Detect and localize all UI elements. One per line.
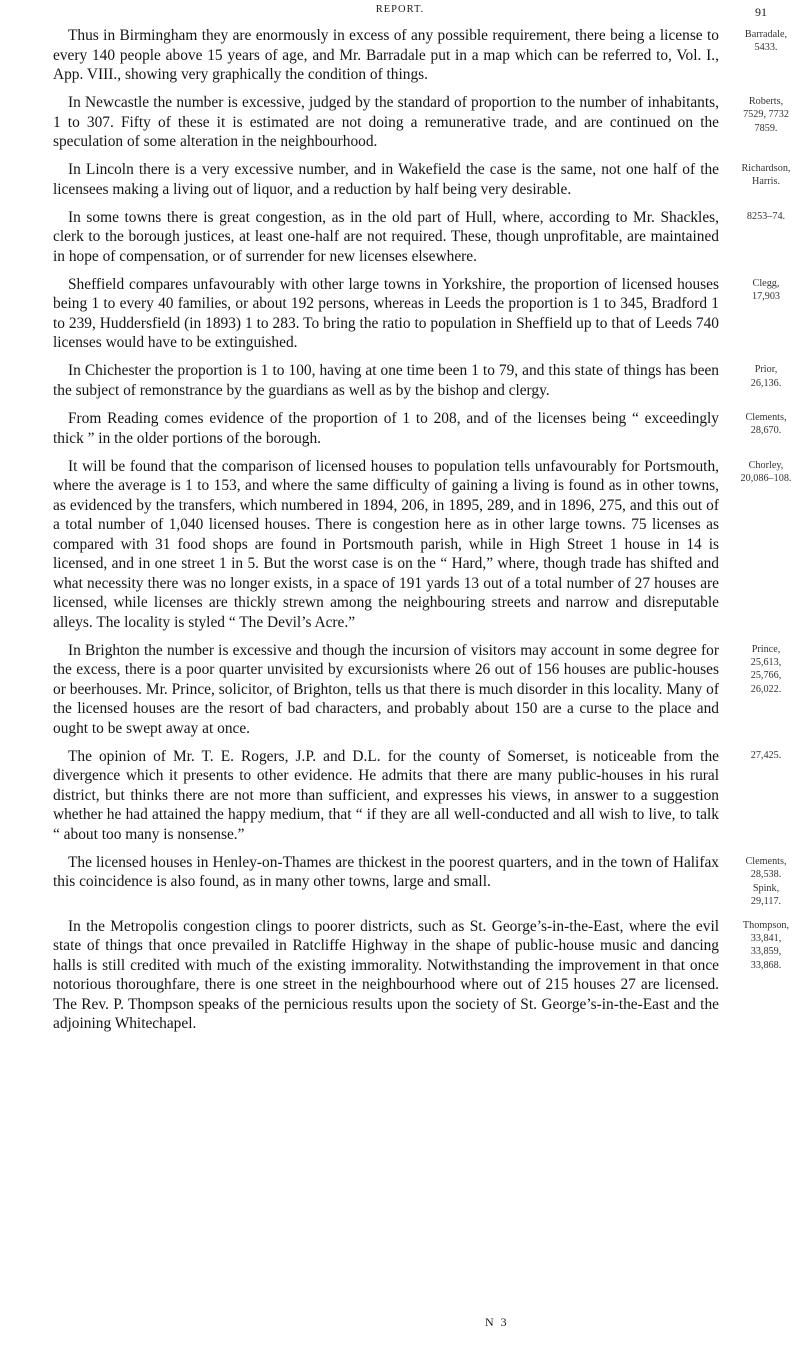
paragraph-text: From Reading comes evidence of the proportion of 1 to 208, and of the licenses being “ exceedingly thick ” in the older portions of the borough.	[53, 410, 719, 447]
margin-note: Richardson, Harris.	[741, 163, 791, 188]
margin-note: Chorley, 20,086–108.	[740, 459, 792, 484]
paragraph-hull	[53, 208, 800, 267]
paragraph-brighton	[53, 641, 800, 739]
margin-note: Roberts, 7529, 7732 7859.	[743, 96, 789, 134]
paragraph-text: In some towns there is great congestion, as in the old part of Hull, where, according to Mr. Shackles, clerk to the borough justices, at least one-half are not required. These, though unprofitable, are maintained in hope of compensation, or of surrender for new licenses elsewhere.	[53, 208, 719, 265]
paragraph-newcastle	[53, 93, 800, 152]
page-number: 91	[755, 5, 767, 19]
paragraph-text: The licensed houses in Henley-on-Thames are thickest in the poorest quarters, and in the town of Halifax this coincidence is also found, as in many other towns, large and small.	[53, 853, 719, 891]
paragraph-reading	[53, 409, 800, 448]
paragraph-text: It will be found that the comparison of licensed houses to population tells unfavourably for Portsmouth, where the average is 1 to 153, and where the same difficulty of gaining a living is found as in other towns, as evidenced by the transfers, which numbered in 1894, 206, in 1895, 289, and in 1896, 275, and this out of a total number of 1,040 licensed houses. There is congestion here as in other large towns. 75 licenses as compared with 31 food shops are found in Portsmouth parish, while in High Street 1 house in 14 is licensed, and in one street 1 in 5. But the worst case is on the “ Hard,” where, though trade has shifted and what necessity there was no longer exists, in a space of 191 yards 13 out of a total number of 27 houses are licensed, while licenses are thickly strewn among the neighbouring streets and narrow and disreputable alleys. The locality is styled “ The Devil’s Acre.”	[53, 457, 719, 631]
paragraph-sheffield	[53, 275, 800, 353]
paragraph-portsmouth	[53, 457, 800, 633]
margin-note: Clements, 28,670.	[745, 412, 787, 437]
margin-note: 27,425.	[750, 749, 782, 761]
paragraph-somerset	[53, 747, 800, 845]
margin-note: Barradale, 5433.	[744, 29, 788, 54]
paragraph-lincoln	[53, 160, 800, 199]
margin-note: Thompson, 33,841, 33,859, 33,868.	[742, 919, 790, 971]
paragraph-text: In the Metropolis congestion clings to poorer districts, such as St. George’s-in-the-East, where the evil state of things that once prevailed in Ratcliffe Highway in the shape of public-house music and dancing halls is still credited with much of the existing immorality. Notwithstanding the improvement in that once notorious thoroughfare, there is one street in the neighbourhood where out of 215 houses 27 are licensed. The Rev. P. Thompson speaks of the pernicious results upon the society of St. George’s-in-the-East and the adjoining Whitechapel.	[53, 917, 719, 1033]
paragraph-text: In Lincoln there is a very excessive number, and in Wakefield the case is the same, not one half of the licensees making a living out of liquor, and a reduction by half being very desirable.	[53, 161, 719, 198]
paragraph-text: In Newcastle the number is excessive, judged by the standard of proportion to the number of inhabitants, 1 to 307. Fifty of these it is estimated are not doing a remunerative trade, and are continued on the speculation of some alteration in the neighbourhood.	[53, 94, 719, 151]
signature-mark: N 3	[485, 1315, 509, 1329]
paragraph-text: In Brighton the number is excessive and though the incursion of visitors may account in some degree for the excess, there is a poor quarter unvisited by excursionists where 26 out of 156 houses are public-houses or beerhouses. Mr. Prince, solicitor, of Brighton, tells us that there is much disorder in this locality. Many of the licensed houses are the resort of bad characters, and probably about 150 are a curse to the place and ought to be swept away at once.	[53, 641, 719, 737]
report-body	[53, 26, 800, 1042]
paragraph-chichester	[53, 361, 800, 400]
margin-note: Prior, 26,136.	[750, 364, 782, 389]
paragraph-henley-halifax	[53, 853, 800, 908]
page-header	[0, 4, 800, 20]
margin-note: Clegg, 17,903	[751, 277, 780, 303]
margin-note: Prince, 25,613, 25,766, 26,022.	[750, 643, 782, 695]
margin-note: Clements, 28,538. Spink, 29,117.	[745, 855, 787, 907]
paragraph-text: Sheffield compares unfavourably with other large towns in Yorkshire, the proportion of licensed houses being 1 to every 40 families, or about 192 persons, whereas in Leeds the proportion is 1 to 345, Bradford 1 to 239, Huddersfield (in 1893) 1 to 283. To bring the ratio to population in Sheffield up to that of Leeds 740 licenses would have to be extinguished.	[53, 275, 719, 352]
running-head: REPORT.	[375, 4, 425, 15]
paragraph-metropolis	[53, 917, 800, 1034]
paragraph-birmingham	[53, 26, 800, 85]
margin-note: 8253–74.	[746, 210, 786, 222]
paragraph-text: In Chichester the proportion is 1 to 100, having at one time been 1 to 79, and this state of things has been the subject of remonstrance by the guardians as well as by the bishop and clergy.	[53, 362, 719, 399]
paragraph-text: Thus in Birmingham they are enormously in excess of any possible requirement, there being a license to every 140 people above 15 years of age, and Mr. Barradale put in a map which can be referred to, Vol. I., App. VIII., showing very graphically the condition of things.	[53, 27, 719, 83]
paragraph-text: The opinion of Mr. T. E. Rogers, J.P. and D.L. for the county of Somerset, is noticeable from the divergence which it presents to other evidence. He admits that there are many public-houses in his rural district, but thinks there are not more than sufficient, and expresses his views, in answer to a suggestion whether he had attained the happy medium, that “ if they are all well-conducted and all wish to live, to talk “ about too many is nonsense.”	[53, 747, 719, 843]
